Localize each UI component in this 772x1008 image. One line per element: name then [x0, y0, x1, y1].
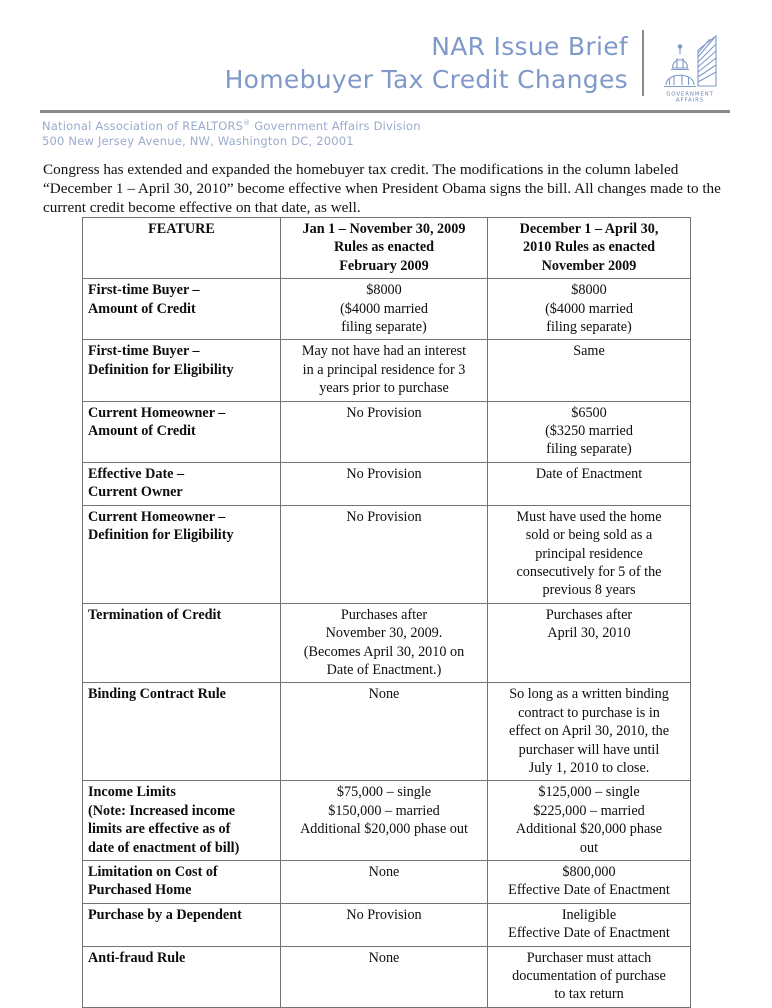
column-header-new-rules: December 1 – April 30, 2010 Rules as enacted November 2009	[488, 218, 691, 279]
row-feature-label: Effective Date – Current Owner	[83, 462, 281, 505]
logo-text-affairs: AFFAIRS	[675, 97, 705, 104]
row-new-value: $6500 ($3250 married filing separate)	[488, 401, 691, 462]
table-row	[83, 903, 691, 946]
organization-division: Government Affairs Division	[250, 118, 421, 133]
table-row	[83, 462, 691, 505]
organization-name-line	[42, 116, 421, 134]
row-feature-label: Purchase by a Dependent	[83, 903, 281, 946]
government-affairs-logo	[658, 34, 732, 106]
table-row	[83, 946, 691, 1007]
registered-trademark-symbol: ®	[243, 119, 251, 127]
row-old-value: No Provision	[281, 401, 488, 462]
row-feature-label: Binding Contract Rule	[83, 683, 281, 781]
page-title-line-2: Homebuyer Tax Credit Changes	[224, 65, 628, 94]
table-header-row	[83, 218, 691, 279]
table-row	[83, 603, 691, 683]
row-feature-label: Limitation on Cost of Purchased Home	[83, 861, 281, 904]
row-new-value: Date of Enactment	[488, 462, 691, 505]
row-feature-label: Current Homeowner – Definition for Eligibility	[83, 505, 281, 603]
row-old-value: May not have had an interest in a principal residence for 3 years prior to purchase	[281, 340, 488, 401]
header-title-block	[124, 30, 644, 96]
row-old-value: No Provision	[281, 462, 488, 505]
row-old-value: No Provision	[281, 903, 488, 946]
table-row	[83, 683, 691, 781]
header-divider-rule	[40, 110, 730, 113]
table-row	[83, 401, 691, 462]
tax-credit-comparison-table	[82, 217, 691, 1008]
column-header-feature: FEATURE	[83, 218, 281, 279]
row-old-value: None	[281, 683, 488, 781]
organization-address-block	[42, 116, 421, 150]
row-old-value: $75,000 – single $150,000 – married Additional $20,000 phase out	[281, 781, 488, 861]
row-old-value: None	[281, 861, 488, 904]
row-old-value: Purchases after November 30, 2009. (Becomes April 30, 2010 on Date of Enactment.)	[281, 603, 488, 683]
table-row	[83, 279, 691, 340]
row-new-value: Purchases after April 30, 2010	[488, 603, 691, 683]
row-feature-label: Current Homeowner – Amount of Credit	[83, 401, 281, 462]
comparison-table-container	[82, 217, 690, 1008]
row-new-value: $8000 ($4000 married filing separate)	[488, 279, 691, 340]
table-row	[83, 505, 691, 603]
row-feature-label: Termination of Credit	[83, 603, 281, 683]
row-new-value: $125,000 – single $225,000 – married Additional $20,000 phase out	[488, 781, 691, 861]
page-title-line-1: NAR Issue Brief	[431, 32, 628, 61]
page-header	[0, 0, 772, 152]
row-feature-label: First-time Buyer – Definition for Eligibility	[83, 340, 281, 401]
row-feature-label: Anti-fraud Rule	[83, 946, 281, 1007]
intro-paragraph: Congress has extended and expanded the homebuyer tax credit. The modifications in the column labeled “December 1 – April 30, 2010” become effective when President Obama signs the bill. All changes made to the current credit become effective on that date, as well.	[43, 161, 721, 217]
row-feature-label: First-time Buyer – Amount of Credit	[83, 279, 281, 340]
row-new-value: Ineligible Effective Date of Enactment	[488, 903, 691, 946]
row-new-value: So long as a written binding contract to purchase is in effect on April 30, 2010, the purchaser will have until July 1, 2010 to close.	[488, 683, 691, 781]
row-feature-label: Income Limits (Note: Increased income limits are effective as of date of enactment of bill)	[83, 781, 281, 861]
row-new-value: $800,000 Effective Date of Enactment	[488, 861, 691, 904]
table-row	[83, 781, 691, 861]
table-row	[83, 340, 691, 401]
organization-name: National Association of REALTORS	[42, 118, 244, 133]
row-old-value: No Provision	[281, 505, 488, 603]
row-old-value: None	[281, 946, 488, 1007]
row-new-value: Purchaser must attach documentation of purchase to tax return	[488, 946, 691, 1007]
organization-address: 500 New Jersey Avenue, NW, Washington DC, 20001	[42, 134, 354, 149]
row-new-value: Same	[488, 340, 691, 401]
row-old-value: $8000 ($4000 married filing separate)	[281, 279, 488, 340]
table-row	[83, 861, 691, 904]
row-new-value: Must have used the home sold or being sold as a principal residence consecutively for 5 of the previous 8 years	[488, 505, 691, 603]
logo-text-government: GOVERNMENT	[666, 91, 714, 98]
column-header-old-rules: Jan 1 – November 30, 2009 Rules as enacted February 2009	[281, 218, 488, 279]
